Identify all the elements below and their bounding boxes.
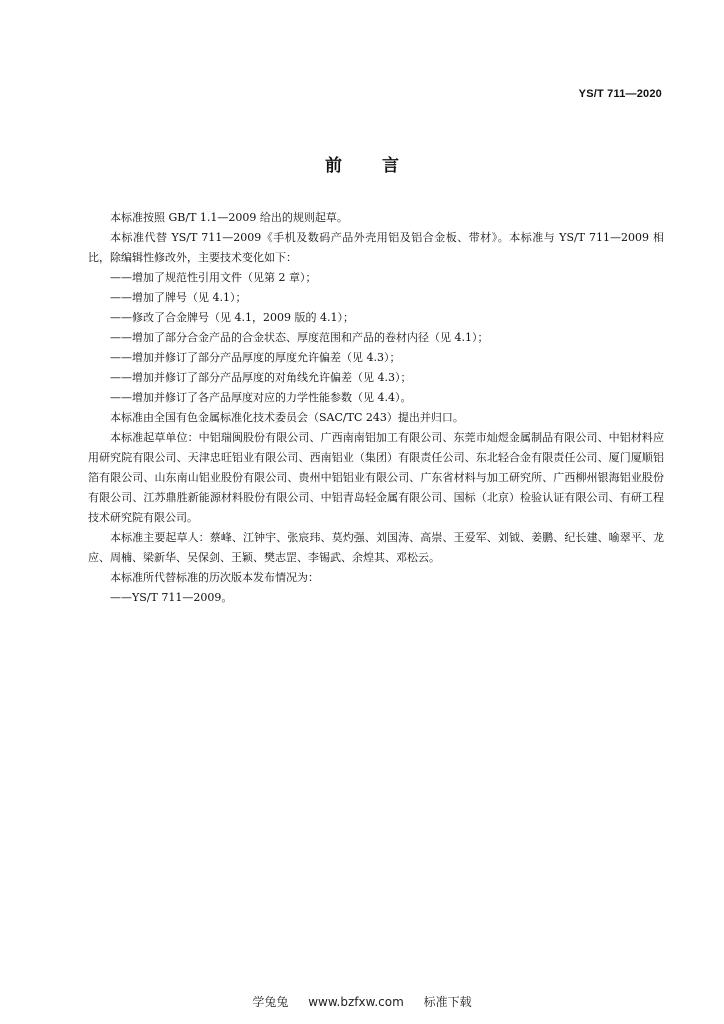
list-item: ——增加并修订了部分产品厚度的厚度允许偏差（见 4.3）； (110, 351, 401, 364)
list-item: ——增加并修订了部分产品厚度的对角线允许偏差（见 4.3）； (110, 371, 412, 384)
page-title: 前言 (325, 156, 439, 176)
footer-tagline: 标准下载 (423, 995, 472, 1009)
footer-watermark (0, 993, 724, 1010)
footer-site-name: 学兔兔 (252, 995, 289, 1009)
footer-url-link[interactable]: www.bzfxw.com (308, 995, 404, 1009)
history-intro-paragraph: 本标准所代替标准的历次版本发布情况为： (110, 571, 319, 584)
technical-changes-list (88, 268, 664, 408)
document-code: YS/T 711—2020 (578, 88, 662, 100)
history-item: ——YS/T 711—2009。 (110, 591, 233, 604)
list-item: ——增加了规范性引用文件（见第 2 章）； (110, 271, 317, 284)
intro-paragraph-1: 本标准按照 GB/T 1.1—2009 给出的规则起草。 (110, 211, 348, 224)
proposer-paragraph: 本标准由全国有色金属标准化技术委员会（SAC/TC 243）提出并归口。 (110, 411, 464, 424)
list-item: ——增加并修订了各产品厚度对应的力学性能参数（见 4.4）。 (110, 391, 412, 404)
drafting-units-paragraph: 本标准起草单位：中铝瑞闽股份有限公司、广西南南铝加工有限公司、东莞市灿煜金属制品有限公司、中铝材料应用研究院有限公司、天津忠旺铝业有限公司、西南铝业（集团）有限责任公司、东北轻合金有限责任公司、厦门厦顺铝箔有限公司、山东南山铝业股份有限公司、贵州中铝铝业有限公司、广东省材料与加工研究所、广西柳州银海铝业股份有限公司、江苏鼎胜新能源材料股份有限公司、中铝青岛轻金属有限公司、国标（北京）检验认证有限公司、有研工程技术研究院有限公司。 (88, 431, 664, 524)
drafters-paragraph: 本标准主要起草人：蔡峰、江钟宇、张宸玮、莫灼强、刘国涛、高崇、王爱军、刘钺、姜鹏、纪长建、喻翠平、龙应、周楠、梁新华、吴保剑、王颖、樊志罡、李锡武、余煌其、邓松云。 (88, 531, 664, 564)
list-item: ——增加了部分合金产品的合金状态、厚度范围和产品的卷材内径（见 4.1）； (110, 331, 489, 344)
intro-paragraph-2: 本标准代替 YS/T 711—2009《手机及数码产品外壳用铝及铝合金板、带材》。本标准与 YS/T 711—2009 相比，除编辑性修改外，主要技术变化如下： (88, 231, 664, 264)
list-item: ——修改了合金牌号（见 4.1，2009 版的 4.1）； (110, 311, 354, 324)
foreword-body (88, 208, 664, 608)
list-item: ——增加了牌号（见 4.1）； (110, 291, 247, 304)
